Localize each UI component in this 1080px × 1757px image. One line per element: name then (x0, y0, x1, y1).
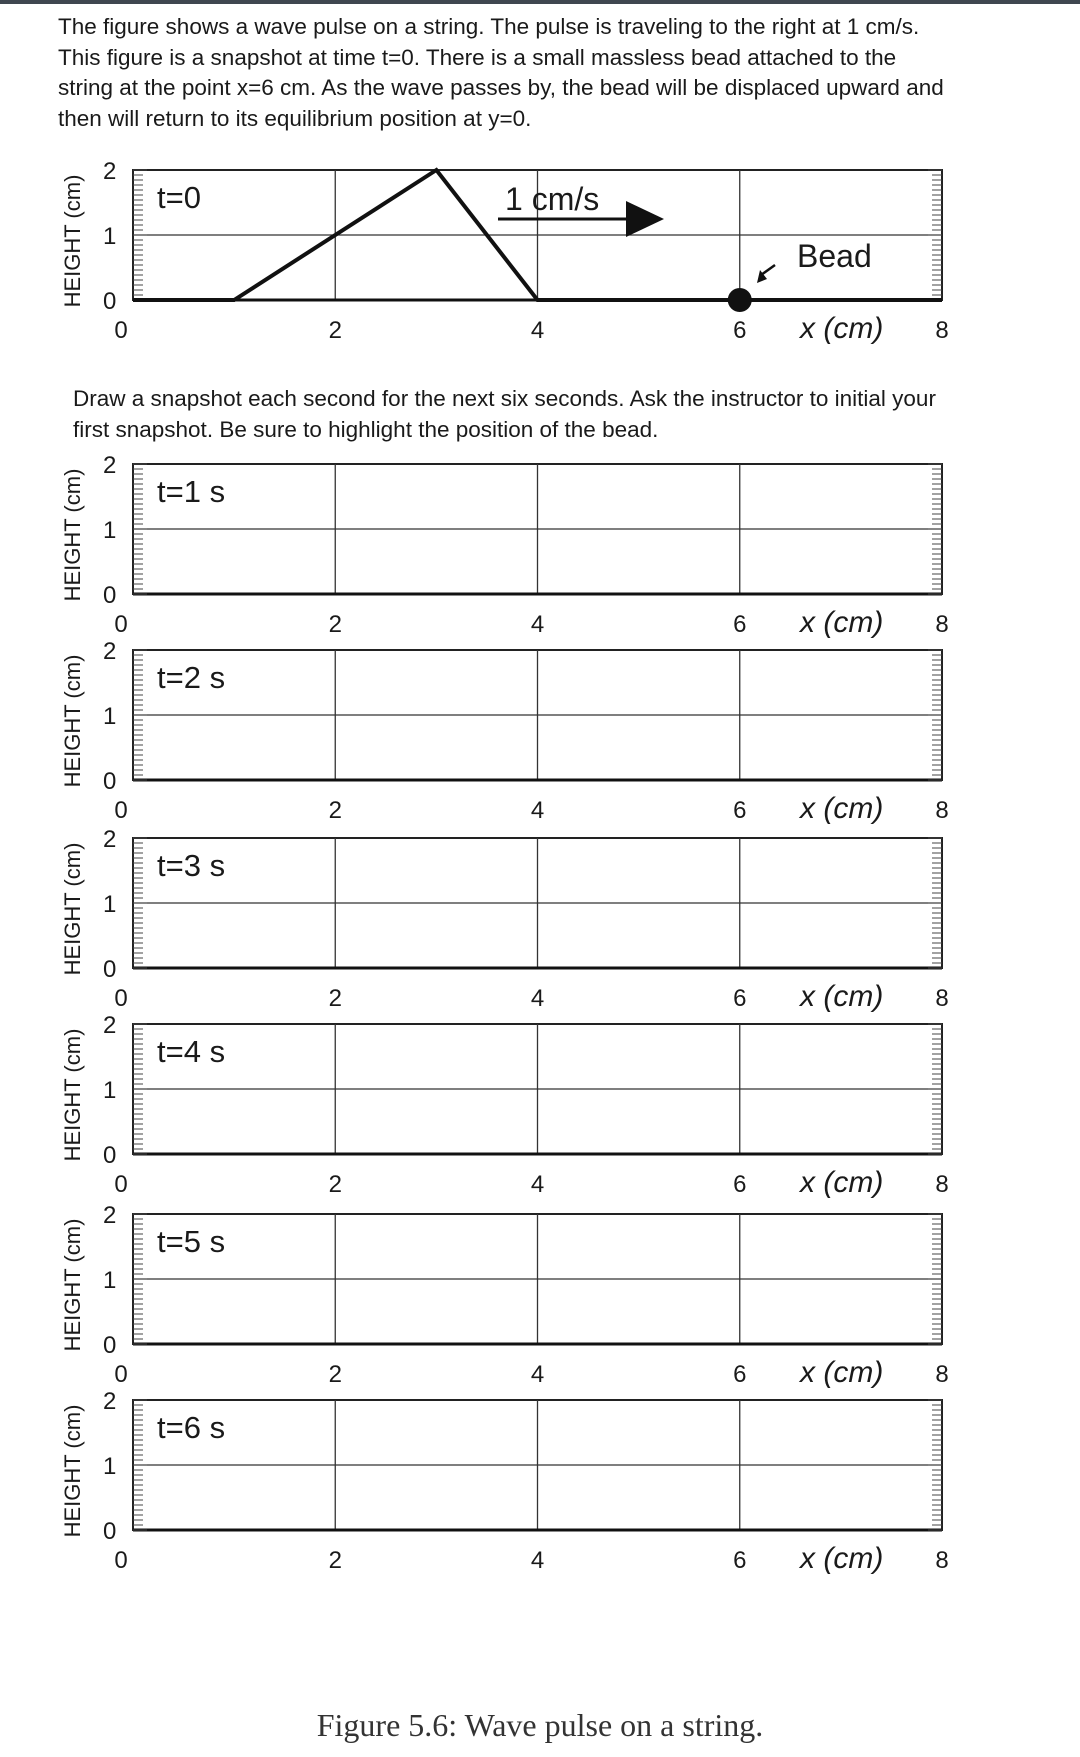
x-tick-label: 4 (530, 317, 545, 344)
y-tick-label: 1 (103, 703, 117, 730)
panel-1 (60, 452, 949, 639)
y-axis-label: HEIGHT (cm) (60, 468, 85, 602)
x-tick-label: 8 (935, 797, 949, 824)
panel-0 (60, 158, 949, 345)
x-tick-label: 8 (935, 1171, 949, 1198)
x-tick-label: 2 (328, 611, 342, 638)
x-tick-label: 0 (114, 1171, 128, 1198)
x-tick-label: 2 (328, 1171, 342, 1198)
y-tick-label: 0 (103, 582, 117, 609)
velocity-arrow-head (626, 201, 664, 237)
x-tick-label: 0 (114, 1547, 128, 1574)
y-tick-label: 2 (103, 638, 117, 665)
y-tick-label: 2 (103, 158, 117, 185)
x-tick-label: 6 (733, 1547, 747, 1574)
x-tick-label: 4 (530, 985, 545, 1012)
x-tick-label: 4 (530, 1547, 545, 1574)
y-tick-label: 2 (103, 1388, 117, 1415)
panel-time-label: t=4 s (157, 1034, 226, 1069)
y-axis-label: HEIGHT (cm) (60, 654, 85, 788)
panel-time-label: t=0 (157, 180, 201, 215)
x-tick-label: 0 (114, 611, 128, 638)
x-tick-label: 0 (114, 1361, 128, 1388)
bead-label: Bead (797, 238, 872, 274)
y-tick-label: 1 (103, 891, 117, 918)
panel-time-label: t=2 s (157, 660, 226, 695)
panel-2 (60, 638, 949, 825)
x-axis-label: x (cm) (800, 606, 884, 639)
problem-statement (58, 12, 1018, 134)
y-axis-label: HEIGHT (cm) (60, 1218, 85, 1352)
x-tick-label: 8 (935, 985, 949, 1012)
y-tick-label: 1 (103, 517, 117, 544)
y-tick-label: 0 (103, 1518, 117, 1545)
x-axis-label: x (cm) (800, 1356, 884, 1389)
wave-figure (0, 150, 1080, 1700)
x-tick-label: 2 (328, 1361, 342, 1388)
figure-caption: Figure 5.6: Wave pulse on a string. (316, 1707, 764, 1743)
y-axis-label: HEIGHT (cm) (60, 174, 85, 308)
y-tick-label: 1 (103, 1453, 117, 1480)
intro-line-3: string at the point x=6 cm. As the wave passes by, the bead will be displaced upward and (58, 75, 944, 100)
panel-4 (60, 1012, 949, 1199)
x-axis-label: x (cm) (800, 312, 884, 345)
x-tick-label: 0 (114, 797, 128, 824)
y-tick-label: 0 (103, 768, 117, 795)
x-tick-label: 6 (733, 317, 747, 344)
x-axis-label: x (cm) (800, 980, 884, 1013)
panel-3 (60, 826, 949, 1013)
panel-time-label: t=1 s (157, 474, 226, 509)
intro-line-1: The figure shows a wave pulse on a string. The pulse is traveling to the right at 1 cm/s. (58, 14, 920, 39)
y-tick-label: 1 (103, 1267, 117, 1294)
y-tick-label: 1 (103, 223, 117, 250)
y-axis-label: HEIGHT (cm) (60, 1028, 85, 1162)
bead-marker (728, 288, 752, 312)
x-tick-label: 6 (733, 1361, 747, 1388)
x-tick-label: 2 (328, 985, 342, 1012)
y-tick-label: 2 (103, 1202, 117, 1229)
instructions-line-2: first snapshot. Be sure to highlight the position of the bead. (73, 416, 659, 442)
top-border (0, 0, 1080, 4)
x-axis-label: x (cm) (800, 792, 884, 825)
x-tick-label: 6 (733, 797, 747, 824)
velocity-label: 1 cm/s (505, 181, 600, 217)
y-tick-label: 0 (103, 288, 117, 315)
x-tick-label: 0 (114, 317, 128, 344)
x-tick-label: 8 (935, 317, 949, 344)
y-tick-label: 0 (103, 956, 117, 983)
x-tick-label: 4 (530, 1171, 545, 1198)
y-tick-label: 2 (103, 452, 117, 479)
y-tick-label: 0 (103, 1332, 117, 1359)
panel-5 (60, 1202, 949, 1389)
panel-time-label: t=5 s (157, 1224, 226, 1259)
x-axis-label: x (cm) (800, 1542, 884, 1575)
panel-6 (60, 1388, 949, 1575)
x-tick-label: 0 (114, 985, 128, 1012)
x-tick-label: 2 (328, 797, 342, 824)
x-tick-label: 6 (733, 611, 747, 638)
intro-line-2: This figure is a snapshot at time t=0. There is a small massless bead attached to the (58, 44, 897, 70)
x-axis-label: x (cm) (800, 1166, 884, 1199)
x-tick-label: 4 (530, 797, 545, 824)
y-tick-label: 2 (103, 826, 117, 853)
instructions-line-1: Draw a snapshot each second for the next six seconds. Ask the instructor to initial your (73, 386, 936, 411)
panel-time-label: t=6 s (157, 1410, 226, 1445)
bead-pointer-line (761, 265, 775, 275)
y-axis-label: HEIGHT (cm) (60, 842, 85, 976)
y-tick-label: 0 (103, 1142, 117, 1169)
y-tick-label: 1 (103, 1077, 117, 1104)
y-axis-label: HEIGHT (cm) (60, 1404, 85, 1538)
x-tick-label: 8 (935, 1361, 949, 1388)
x-tick-label: 6 (733, 985, 747, 1012)
y-tick-label: 2 (103, 1012, 117, 1039)
panel-time-label: t=3 s (157, 848, 226, 883)
x-tick-label: 8 (935, 611, 949, 638)
x-tick-label: 8 (935, 1547, 949, 1574)
x-tick-label: 2 (328, 1547, 342, 1574)
intro-line-4: then will return to its equilibrium position at y=0. (58, 105, 532, 131)
x-tick-label: 6 (733, 1171, 747, 1198)
x-tick-label: 2 (328, 317, 342, 344)
x-tick-label: 4 (530, 611, 545, 638)
x-tick-label: 4 (530, 1361, 545, 1388)
